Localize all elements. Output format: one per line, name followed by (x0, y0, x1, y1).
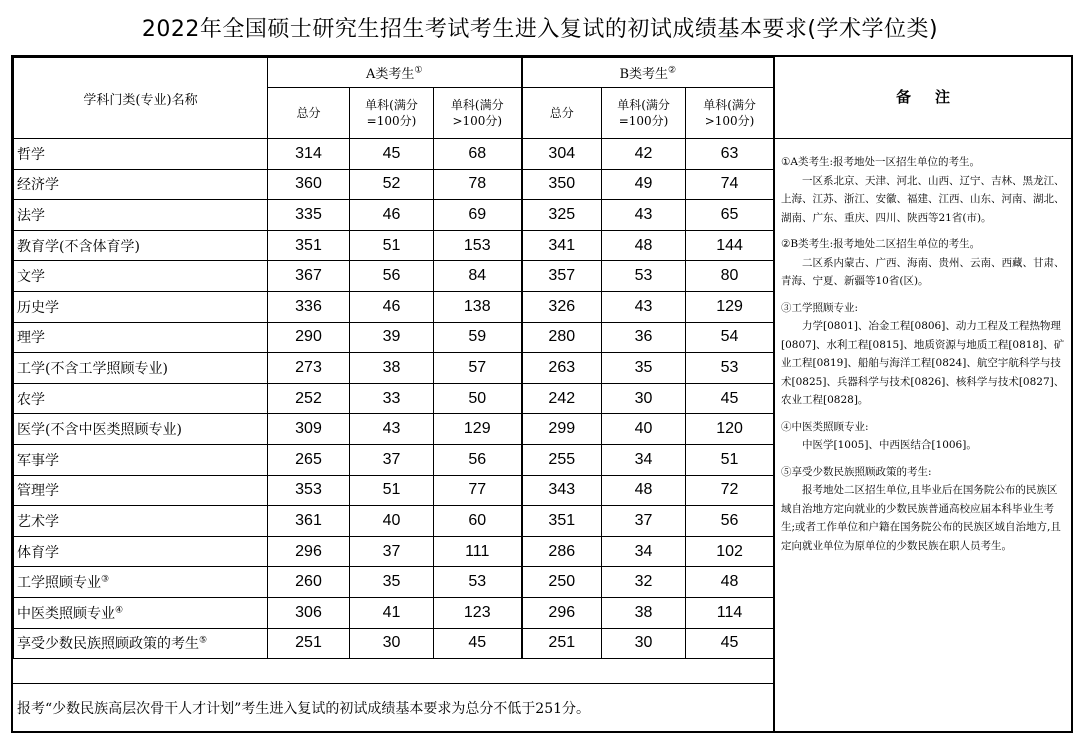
table-row (14, 261, 774, 292)
a-single100plus-cell: 57 (434, 353, 522, 384)
table-row (14, 536, 774, 567)
a-single100plus-cell: 59 (434, 322, 522, 353)
subject-name: 管理学 (14, 475, 268, 506)
a-total-cell: 309 (268, 414, 350, 445)
remark-note-text: 中医学[1005]、中西医结合[1006]。 (802, 439, 977, 451)
b-single100plus-cell: 45 (686, 628, 774, 659)
page-title: 2022年全国硕士研究生招生考试考生进入复试的初试成绩基本要求(学术学位类) (141, 17, 939, 42)
b-total-cell: 351 (522, 506, 602, 537)
b-total-header: 总分 (522, 88, 602, 139)
a-single100plus-cell: 138 (434, 291, 522, 322)
b-total-cell: 286 (522, 536, 602, 567)
a-total-cell: 361 (268, 506, 350, 537)
subject-name: 艺术学 (14, 506, 268, 537)
remark-note (781, 418, 1065, 455)
b-single100plus-cell: 53 (686, 353, 774, 384)
table-row (14, 353, 774, 384)
b-total-cell: 304 (522, 139, 602, 170)
table-row (14, 475, 774, 506)
remark-note-text: 二区系内蒙古、广西、海南、贵州、云南、西藏、甘肃、青海、宁夏、新疆等10省(区)。 (781, 256, 1065, 287)
subject-name: 体育学 (14, 536, 268, 567)
a-total-cell: 265 (268, 444, 350, 475)
remark-note-title: ①A类考生:报考地处一区招生单位的考生。 (781, 156, 981, 168)
b-total-cell: 251 (522, 628, 602, 659)
table-row (14, 169, 774, 200)
b-single100-cell: 40 (602, 414, 686, 445)
b-single100plus-cell: 102 (686, 536, 774, 567)
a-single100-cell: 30 (350, 628, 434, 659)
remark-note-title: ④中医类照顾专业: (781, 420, 869, 433)
a-single100-cell: 43 (350, 414, 434, 445)
a-total-cell: 273 (268, 353, 350, 384)
a-single100-cell: 51 (350, 230, 434, 261)
a-single100-cell: 37 (350, 536, 434, 567)
b-total-cell: 357 (522, 261, 602, 292)
group-a-header: A类考生① (268, 58, 522, 88)
group-b-header: B类考生② (522, 58, 774, 88)
subject-name: 军事学 (14, 444, 268, 475)
remark-note (781, 463, 1065, 556)
subject-name: 工学照顾专业③ (14, 567, 268, 598)
a-single100plus-cell: 53 (434, 567, 522, 598)
b-single100plus-cell: 45 (686, 383, 774, 414)
b-total-cell: 250 (522, 567, 602, 598)
a-single100plus-cell: 111 (434, 536, 522, 567)
subject-name: 历史学 (14, 291, 268, 322)
b-total-cell: 242 (522, 383, 602, 414)
a-single100plus-cell: 68 (434, 139, 522, 170)
remarks-notes (775, 139, 1071, 555)
a-total-cell: 314 (268, 139, 350, 170)
b-single100-cell: 42 (602, 139, 686, 170)
b-single100plus-cell: 72 (686, 475, 774, 506)
a-single100plus-cell: 78 (434, 169, 522, 200)
b-total-cell: 341 (522, 230, 602, 261)
table-row (14, 414, 774, 445)
b-single100-cell: 37 (602, 506, 686, 537)
b-single100plus-cell: 63 (686, 139, 774, 170)
a-single100-cell: 39 (350, 322, 434, 353)
b-single100plus-cell: 114 (686, 597, 774, 628)
a-single100-cell: 33 (350, 383, 434, 414)
table-row (14, 291, 774, 322)
subject-name: 哲学 (14, 139, 268, 170)
b-total-cell: 326 (522, 291, 602, 322)
b-single100-cell: 34 (602, 444, 686, 475)
b-total-cell: 280 (522, 322, 602, 353)
b-single100-cell: 48 (602, 475, 686, 506)
a-single100plus-header: 单科(满分 >100分) (434, 88, 522, 139)
a-single100-cell: 38 (350, 353, 434, 384)
table-row (14, 506, 774, 537)
table-row (14, 597, 774, 628)
a-total-header: 总分 (268, 88, 350, 139)
subject-name: 经济学 (14, 169, 268, 200)
b-total-cell: 343 (522, 475, 602, 506)
b-total-cell: 350 (522, 169, 602, 200)
table-row (14, 383, 774, 414)
remark-note (781, 299, 1065, 410)
a-single100-header: 单科(满分 =100分) (350, 88, 434, 139)
remark-note (781, 153, 1065, 227)
a-total-cell: 252 (268, 383, 350, 414)
a-single100-cell: 37 (350, 444, 434, 475)
remark-note (781, 235, 1065, 291)
a-total-cell: 260 (268, 567, 350, 598)
remarks-header: 备注 (775, 57, 1071, 139)
b-single100plus-cell: 51 (686, 444, 774, 475)
b-total-cell: 255 (522, 444, 602, 475)
b-single100plus-cell: 54 (686, 322, 774, 353)
a-single100plus-cell: 123 (434, 597, 522, 628)
remark-note-title: ③工学照顾专业: (781, 301, 859, 314)
footnote-mark: ⑤ (199, 635, 208, 646)
a-single100-cell: 45 (350, 139, 434, 170)
a-single100-cell: 35 (350, 567, 434, 598)
remark-note-title: ⑤享受少数民族照顾政策的考生: (781, 465, 932, 478)
a-single100plus-cell: 60 (434, 506, 522, 537)
b-single100-cell: 38 (602, 597, 686, 628)
a-single100plus-cell: 50 (434, 383, 522, 414)
b-single100plus-cell: 56 (686, 506, 774, 537)
b-single100plus-cell: 48 (686, 567, 774, 598)
subject-name: 教育学(不含体育学) (14, 230, 268, 261)
b-single100plus-cell: 120 (686, 414, 774, 445)
b-single100-header: 单科(满分 =100分) (602, 88, 686, 139)
b-single100-cell: 32 (602, 567, 686, 598)
table-row (14, 200, 774, 231)
a-single100plus-cell: 56 (434, 444, 522, 475)
a-single100-cell: 51 (350, 475, 434, 506)
b-single100plus-cell: 129 (686, 291, 774, 322)
table-row (14, 230, 774, 261)
a-single100plus-cell: 84 (434, 261, 522, 292)
b-total-cell: 325 (522, 200, 602, 231)
a-single100-cell: 52 (350, 169, 434, 200)
b-total-cell: 263 (522, 353, 602, 384)
a-single100plus-cell: 69 (434, 200, 522, 231)
b-single100-cell: 34 (602, 536, 686, 567)
b-single100-cell: 43 (602, 200, 686, 231)
table-row (14, 322, 774, 353)
subject-name: 医学(不含中医类照顾专业) (14, 414, 268, 445)
a-total-cell: 290 (268, 322, 350, 353)
table-row (14, 567, 774, 598)
subject-name: 工学(不含工学照顾专业) (14, 353, 268, 384)
remarks-column (773, 57, 1071, 731)
a-single100plus-cell: 77 (434, 475, 522, 506)
b-single100plus-cell: 65 (686, 200, 774, 231)
b-single100-cell: 36 (602, 322, 686, 353)
a-total-cell: 306 (268, 597, 350, 628)
remark-note-text: 一区系北京、天津、河北、山西、辽宁、吉林、黑龙江、上海、江苏、浙江、安徽、福建、江西、山东、河南、湖北、湖南、广东、重庆、四川、陕西等21省(市)。 (781, 174, 1065, 224)
footnote: 报考“少数民族高层次骨干人才计划”考生进入复试的初试成绩基本要求为总分不低于251分。 (13, 683, 773, 733)
a-single100plus-cell: 153 (434, 230, 522, 261)
subject-header: 学科门类(专业)名称 (14, 58, 268, 139)
b-single100-cell: 30 (602, 628, 686, 659)
a-single100-cell: 46 (350, 200, 434, 231)
footnote-mark: ④ (115, 605, 124, 616)
b-total-cell: 296 (522, 597, 602, 628)
b-single100plus-cell: 80 (686, 261, 774, 292)
a-single100plus-cell: 129 (434, 414, 522, 445)
subject-name: 理学 (14, 322, 268, 353)
a-total-cell: 335 (268, 200, 350, 231)
b-single100-cell: 43 (602, 291, 686, 322)
subject-name: 文学 (14, 261, 268, 292)
table-row (14, 139, 774, 170)
a-total-cell: 296 (268, 536, 350, 567)
table-row (14, 628, 774, 659)
b-single100-cell: 49 (602, 169, 686, 200)
a-total-cell: 367 (268, 261, 350, 292)
b-total-cell: 299 (522, 414, 602, 445)
a-total-cell: 351 (268, 230, 350, 261)
a-single100plus-cell: 45 (434, 628, 522, 659)
a-single100-cell: 41 (350, 597, 434, 628)
subject-name: 法学 (14, 200, 268, 231)
table-row (14, 444, 774, 475)
subject-name: 中医类照顾专业④ (14, 597, 268, 628)
remark-note-text: 报考地处二区招生单位,且毕业后在国务院公布的民族区域自治地方定向就业的少数民族普通高校应届本科毕业生考生;或者工作单位和户籍在国务院公布的民族区域自治地方,且定向就业单位为原单位的少数民族在职人员考生。 (781, 484, 1061, 552)
a-single100-cell: 56 (350, 261, 434, 292)
remark-note-title: ②B类考生:报考地处二区招生单位的考生。 (781, 238, 981, 250)
a-total-cell: 336 (268, 291, 350, 322)
a-single100-cell: 40 (350, 506, 434, 537)
b-single100plus-cell: 144 (686, 230, 774, 261)
a-total-cell: 251 (268, 628, 350, 659)
score-table-frame (11, 55, 1073, 733)
remark-note-text: 力学[0801]、冶金工程[0806]、动力工程及工程热物理[0807]、水利工程[0815]、地质资源与地质工程[0818]、矿业工程[0819]、船舶与海洋工程[0824]、航空宇航科学与技术[0825]、兵器科学与技术[0826]、核科学与技术[0827]、农业工程[0828]。 (781, 320, 1065, 406)
subject-name: 享受少数民族照顾政策的考生⑤ (14, 628, 268, 659)
subject-name: 农学 (14, 383, 268, 414)
b-single100plus-header: 单科(满分 >100分) (686, 88, 774, 139)
a-total-cell: 360 (268, 169, 350, 200)
b-single100-cell: 53 (602, 261, 686, 292)
a-single100-cell: 46 (350, 291, 434, 322)
b-single100plus-cell: 74 (686, 169, 774, 200)
b-single100-cell: 48 (602, 230, 686, 261)
score-table (13, 57, 774, 659)
footnote-mark: ③ (101, 574, 110, 585)
a-total-cell: 353 (268, 475, 350, 506)
b-single100-cell: 30 (602, 383, 686, 414)
b-single100-cell: 35 (602, 353, 686, 384)
